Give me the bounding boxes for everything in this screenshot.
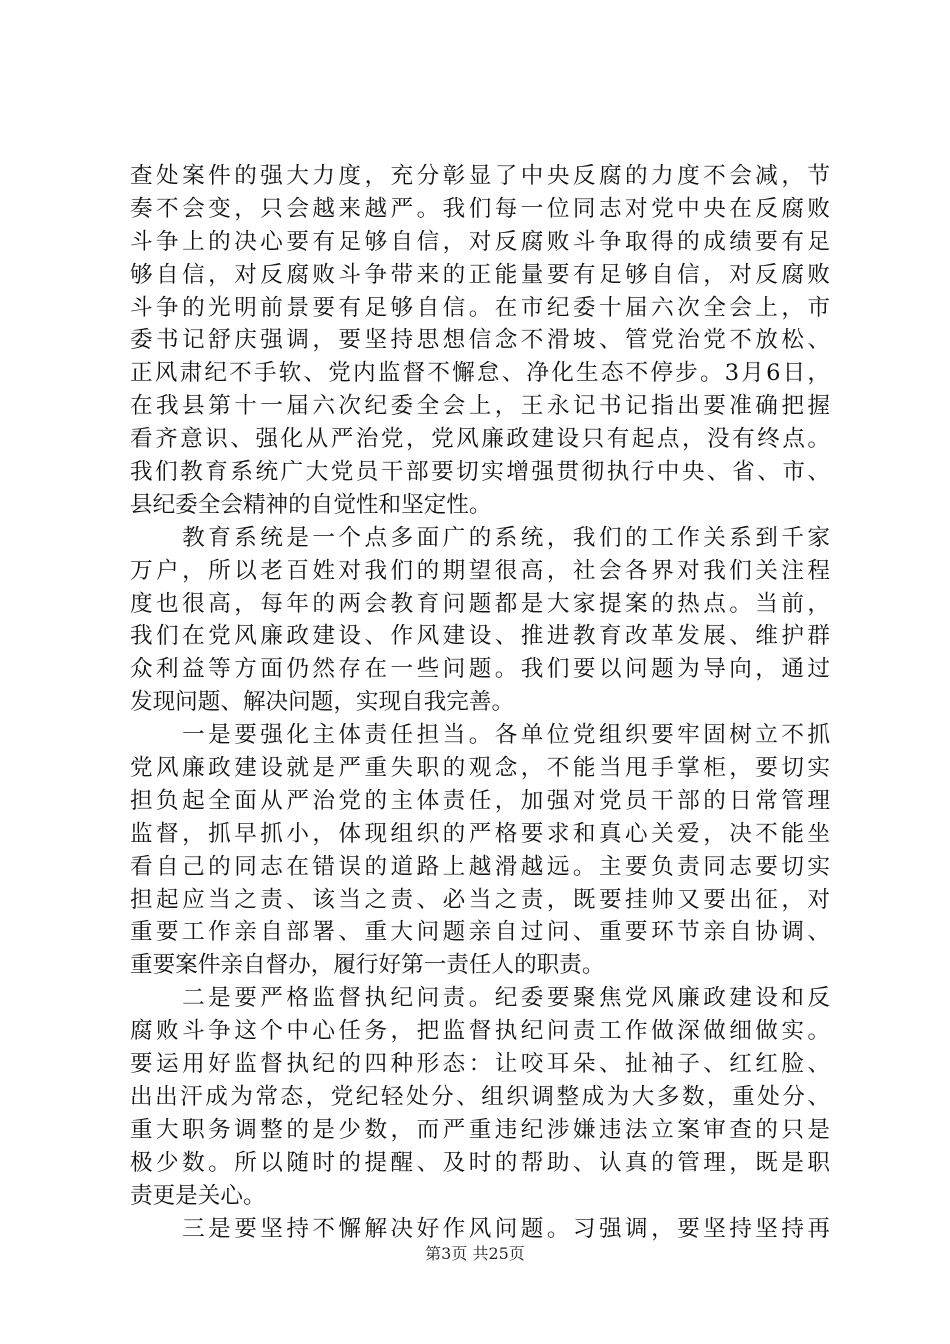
text-line: 委书记舒庆强调，要坚持思想信念不滑坡、管党治党不放松、 — [130, 327, 830, 354]
text-line: 度也很高，每年的两会教育问题都是大家提案的热点。当前， — [130, 590, 830, 617]
text-line: 够自信，对反腐败斗争带来的正能量要有足够自信，对反腐败 — [130, 261, 830, 288]
paragraph-end-line: 发现问题、解决问题，实现自我完善。 — [130, 689, 515, 716]
text-line: 担起应当之责、该当之责、必当之责，既要挂帅又要出征，对 — [130, 886, 830, 913]
text-line: 斗争的光明前景要有足够自信。在市纪委十届六次全会上，市 — [130, 294, 830, 321]
text-line: 监督，抓早抓小，体现组织的严格要求和真心关爱，决不能坐 — [130, 820, 830, 847]
body-text — [130, 160, 830, 1245]
text-line: 出出汗成为常态，党纪轻处分、组织调整成为大多数，重处分、 — [130, 1083, 830, 1110]
text-line: 极少数。所以随时的提醒、及时的帮助、认真的管理，既是职 — [130, 1149, 830, 1176]
text-line: 一是要强化主体责任担当。各单位党组织要牢固树立不抓 — [130, 722, 830, 749]
text-line: 担负起全面从严治党的主体责任，加强对党员干部的日常管理 — [130, 787, 830, 814]
text-line: 众利益等方面仍然存在一些问题。我们要以问题为导向，通过 — [130, 656, 830, 683]
text-line: 重大职务调整的是少数，而严重违纪涉嫌违法立案审查的只是 — [130, 1116, 830, 1143]
paragraph-end-line: 责更是关心。 — [130, 1182, 266, 1209]
text-line: 我们在党风廉政建设、作风建设、推进教育改革发展、维护群 — [130, 623, 830, 650]
text-line: 重要工作亲自部署、重大问题亲自过问、重要环节亲自协调、 — [130, 919, 830, 946]
text-line: 要运用好监督执纪的四种形态：让咬耳朵、扯袖子、红红脸、 — [130, 1051, 830, 1078]
text-line: 查处案件的强大力度，充分彰显了中央反腐的力度不会减，节 — [130, 163, 830, 189]
text-line: 我们教育系统广大党员干部要切实增强贯彻执行中央、省、市、 — [130, 459, 830, 486]
text-line: 党风廉政建设就是严重失职的观念，不能当甩手掌柜，要切实 — [130, 755, 830, 782]
text-line: 在我县第十一届六次纪委全会上，王永记书记指出要准确把握 — [130, 393, 830, 420]
text-line: 万户，所以老百姓对我们的期望很高，社会各界对我们关注程 — [130, 557, 830, 584]
text-line: 正风肃纪不手软、党内监督不懈怠、净化生态不停步。3月6日， — [130, 360, 830, 387]
text-line: 奏不会变，只会越来越严。我们每一位同志对党中央在反腐败 — [130, 195, 830, 222]
text-line: 二是要严格监督执纪问责。纪委要聚焦党风廉政建设和反 — [130, 985, 830, 1012]
text-line: 斗争上的决心要有足够自信，对反腐败斗争取得的成绩要有足 — [130, 228, 830, 255]
text-line: 教育系统是一个点多面广的系统，我们的工作关系到千家 — [130, 524, 830, 551]
paragraph-end-line: 重要案件亲自督办，履行好第一责任人的职责。 — [130, 952, 605, 979]
text-line: 腐败斗争这个中心任务，把监督执纪问责工作做深做细做实。 — [130, 1018, 830, 1045]
text-line: 看齐意识、强化从严治党，党风廉政建设只有起点，没有终点。 — [130, 426, 830, 453]
text-line: 看自己的同志在错误的道路上越滑越远。主要负责同志要切实 — [130, 853, 830, 880]
text-line: 三是要坚持不懈解决好作风问题。习强调，要坚持坚持再 — [130, 1215, 830, 1242]
paragraph-end-line: 县纪委全会精神的自觉性和坚定性。 — [130, 491, 492, 518]
page-number-footer: 第3页 共25页 — [425, 1244, 525, 1263]
